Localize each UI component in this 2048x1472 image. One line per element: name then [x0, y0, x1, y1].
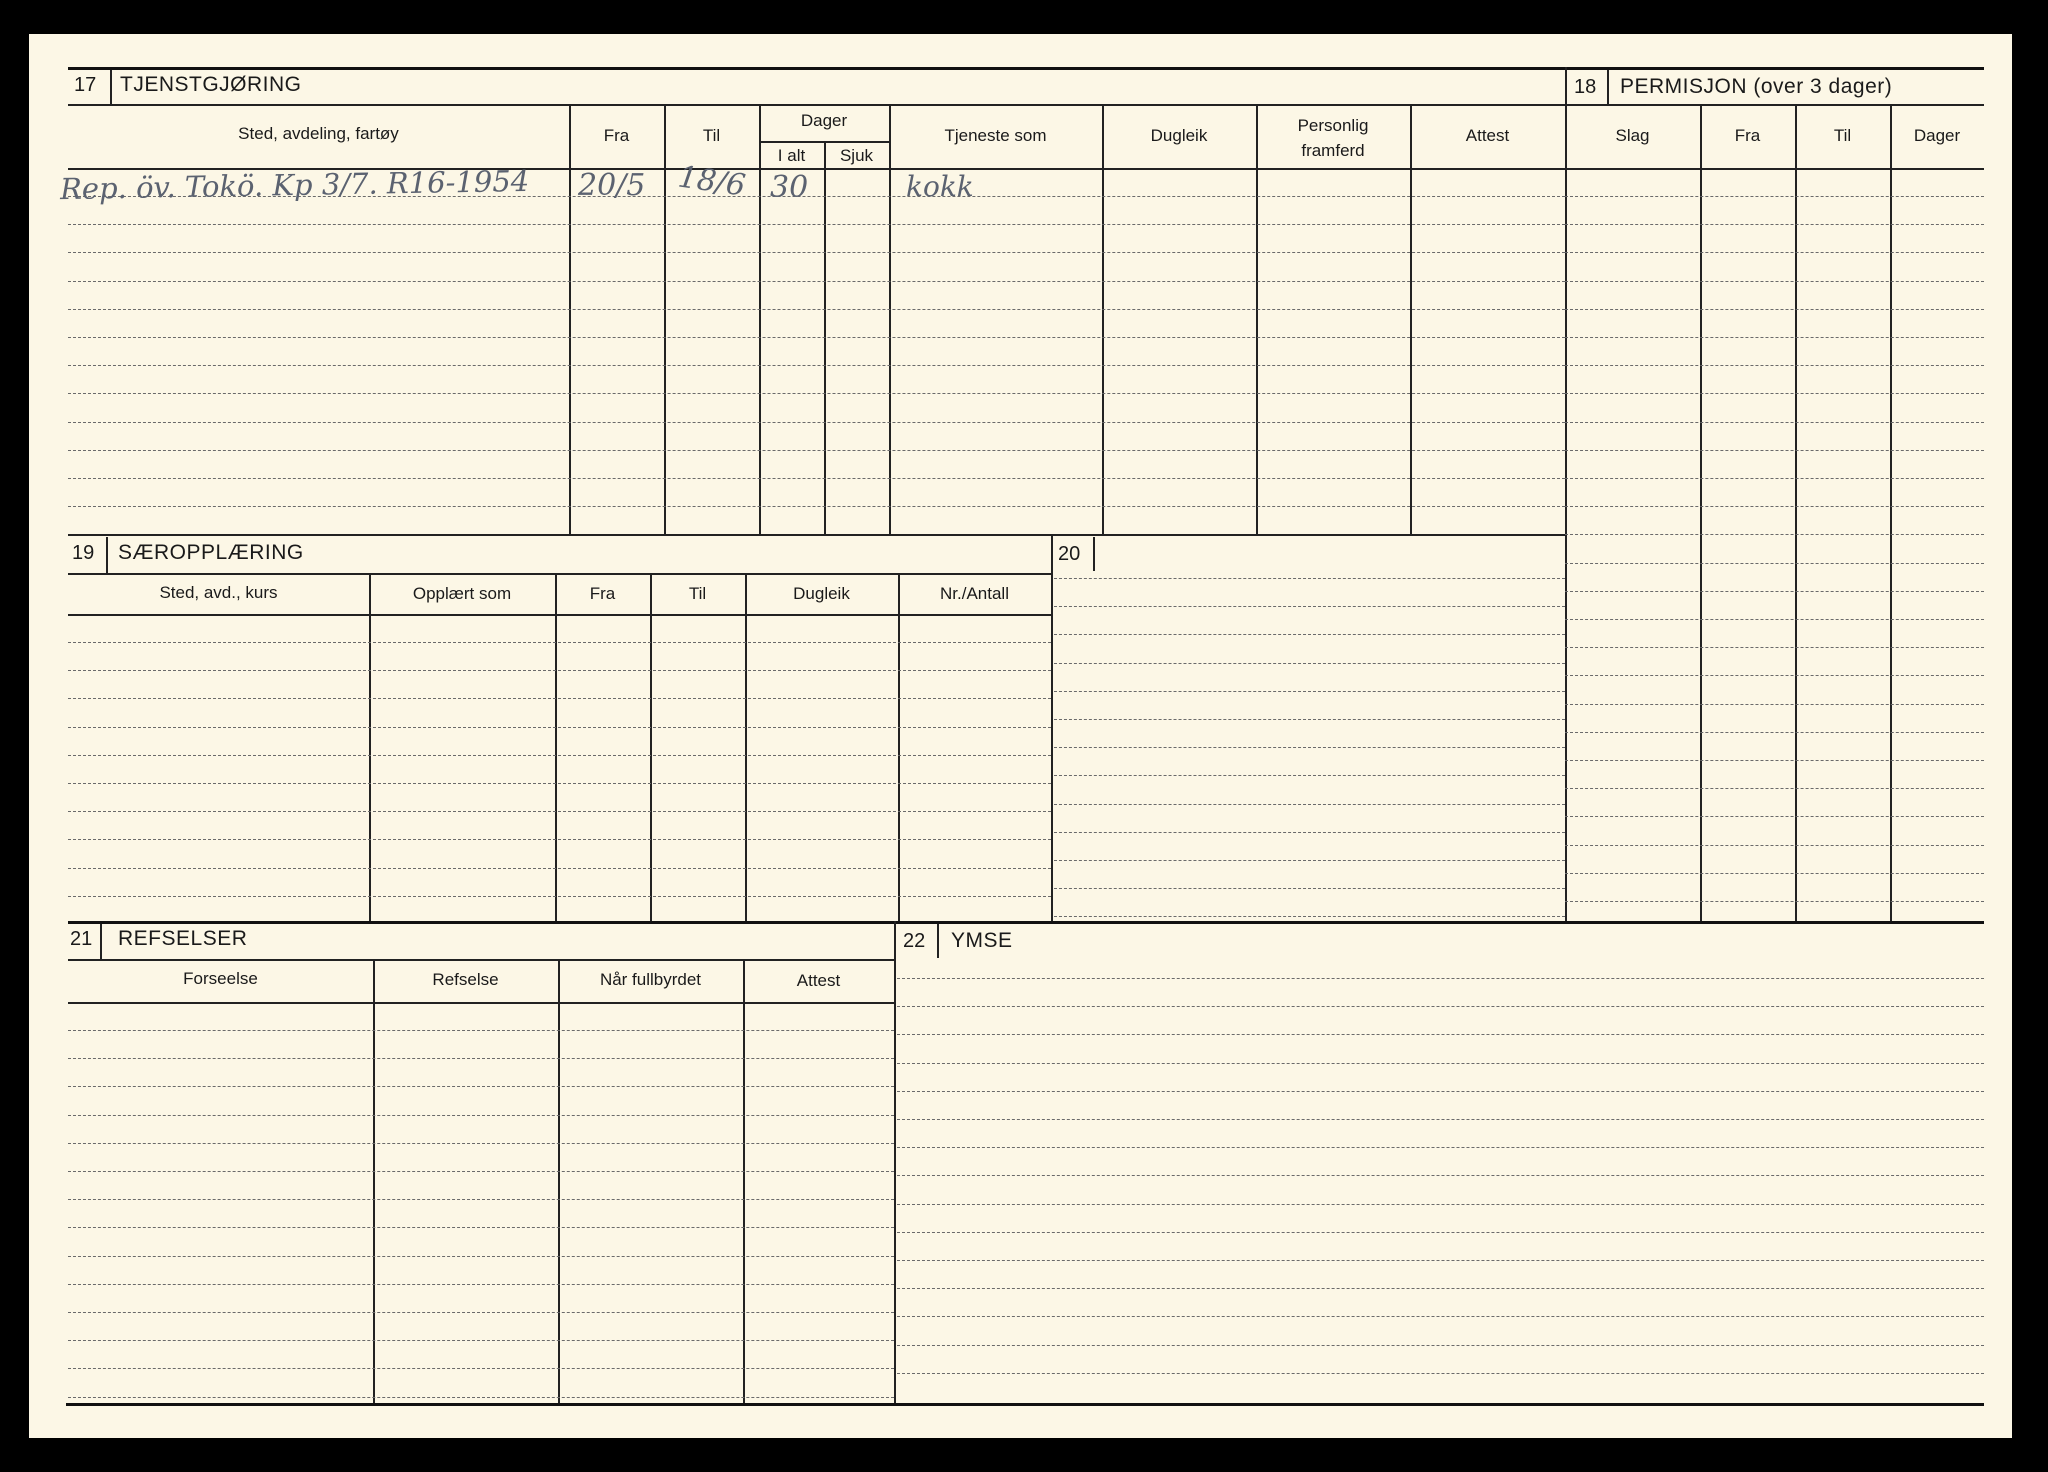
col-dugleik: Dugleik: [793, 584, 850, 603]
ruling-line: [1054, 804, 1565, 805]
ruling-line: [68, 450, 1565, 451]
ruling-line: [68, 642, 1051, 643]
ruling-line: [68, 1199, 894, 1200]
ruling-line: [1054, 860, 1565, 861]
section-number: 19: [72, 542, 95, 564]
ruling-line: [68, 783, 1051, 784]
col-attest: Attest: [796, 971, 841, 990]
col-til: Til: [688, 584, 707, 603]
ruling-line: [68, 1030, 894, 1031]
col-nr-antall: Nr./Antall: [940, 584, 1009, 603]
col-dager: Dager: [1913, 126, 1961, 145]
ruling-line: [1565, 393, 1984, 394]
ruling-line: [1054, 691, 1565, 692]
ruling-line: [1565, 281, 1984, 282]
ruling-line: [68, 698, 1051, 699]
col-dager: Dager: [800, 111, 848, 130]
ruling-line: [1565, 901, 1984, 902]
ruling-line: [1565, 788, 1984, 789]
ruling-line: [897, 1260, 1984, 1261]
ruling-line: [68, 337, 1565, 338]
ruling-line: [1054, 747, 1565, 748]
ruling-line: [68, 1256, 894, 1257]
ruling-line: [897, 1147, 1984, 1148]
col-attest: Attest: [1465, 126, 1510, 145]
ruling-line: [897, 1006, 1984, 1007]
ruling-line: [68, 1227, 894, 1228]
section-title: YMSE: [951, 929, 1013, 952]
ruling-line: [68, 365, 1565, 366]
ruling-line: [897, 1373, 1984, 1374]
handwritten-sted: Rep. öv. Tokö. Kp 3/7. R16-1954: [59, 163, 530, 207]
ruling-line: [1565, 816, 1984, 817]
ruling-line: [1054, 775, 1565, 776]
ruling-line: [1565, 196, 1984, 197]
col-refselse: Refselse: [432, 970, 499, 989]
ruling-line: [1565, 252, 1984, 253]
col-sjuk: Sjuk: [839, 146, 874, 165]
section-title: TJENSTGJØRING: [120, 73, 302, 96]
col-opplaert: Opplært som: [412, 584, 512, 603]
ruling-line: [897, 1288, 1984, 1289]
col-til: Til: [1833, 126, 1852, 145]
ruling-line: [1054, 578, 1565, 579]
col-til: Til: [702, 126, 721, 145]
ruling-line: [1565, 591, 1984, 592]
section-number: 20: [1058, 543, 1081, 565]
ruling-line: [1565, 478, 1984, 479]
col-framferd: framferd: [1301, 141, 1365, 160]
ruling-line: [1565, 563, 1984, 564]
col-personlig: Personlig: [1297, 116, 1369, 135]
ruling-line: [1054, 888, 1565, 889]
ruling-line: [68, 868, 1051, 869]
col-fra: Fra: [1734, 126, 1761, 145]
ruling-line: [897, 1034, 1984, 1035]
ruling-line: [1565, 760, 1984, 761]
ruling-line: [68, 1368, 894, 1369]
col-sted: Sted, avdeling, fartøy: [238, 124, 399, 143]
ruling-line: [1054, 606, 1565, 607]
section-number: 22: [903, 930, 926, 952]
ruling-line: [68, 1171, 894, 1172]
ruling-line: [1054, 663, 1565, 664]
ruling-line: [68, 811, 1051, 812]
ruling-line: [68, 281, 1565, 282]
ruling-line: [68, 393, 1565, 394]
ruling-line: [897, 1175, 1984, 1176]
ruling-line: [68, 670, 1051, 671]
ruling-line: [1054, 832, 1565, 833]
ruling-line: [68, 839, 1051, 840]
ruling-line: [1565, 422, 1984, 423]
ruling-line: [1054, 719, 1565, 720]
col-naar-fullbyrdet: Når fullbyrdet: [599, 970, 702, 989]
col-sted: Sted, avd., kurs: [159, 583, 278, 602]
handwritten-fra: 20/5: [578, 168, 646, 203]
col-dugleik: Dugleik: [1150, 126, 1208, 145]
ruling-line: [68, 506, 1565, 507]
ruling-line: [897, 1316, 1984, 1317]
ruling-line: [1565, 534, 1984, 535]
ruling-line: [1565, 337, 1984, 338]
section-number: 17: [74, 74, 97, 96]
ruling-line: [68, 1086, 894, 1087]
ruling-line: [1565, 845, 1984, 846]
ruling-line: [68, 1115, 894, 1116]
section-title: SÆROPPLÆRING: [118, 541, 304, 564]
ruling-line: [897, 1119, 1984, 1120]
col-fra: Fra: [603, 126, 630, 145]
ruling-line: [68, 1284, 894, 1285]
ruling-line: [1565, 365, 1984, 366]
handwritten-til: 18/6: [675, 159, 748, 204]
ruling-line: [1565, 450, 1984, 451]
ruling-line: [68, 309, 1565, 310]
ruling-line: [68, 755, 1051, 756]
ruling-line: [68, 1397, 894, 1398]
ruling-line: [897, 1204, 1984, 1205]
ruling-line: [897, 1232, 1984, 1233]
ruling-line: [1565, 647, 1984, 648]
section-title: REFSELSER: [118, 927, 248, 950]
ruling-line: [1054, 634, 1565, 635]
section-number: 21: [70, 928, 93, 950]
ruling-line: [1565, 309, 1984, 310]
ruling-line: [1565, 506, 1984, 507]
ruling-line: [1054, 916, 1565, 917]
ruling-line: [68, 1340, 894, 1341]
ruling-line: [68, 224, 1565, 225]
ruling-line: [1565, 873, 1984, 874]
ruling-line: [68, 1143, 894, 1144]
col-fra: Fra: [589, 584, 616, 603]
ruling-line: [1565, 224, 1984, 225]
col-tjeneste: Tjeneste som: [944, 126, 1047, 145]
ruling-line: [1565, 732, 1984, 733]
handwritten-tjeneste: kokk: [906, 170, 974, 203]
ruling-line: [68, 422, 1565, 423]
ruling-line: [68, 478, 1565, 479]
section-number: 18: [1574, 76, 1597, 98]
ruling-line: [897, 1091, 1984, 1092]
ruling-line: [1565, 704, 1984, 705]
handwritten-i-alt: 30: [770, 170, 809, 205]
ruling-line: [1565, 619, 1984, 620]
col-forseelse: Forseelse: [183, 969, 258, 988]
col-i-alt: I alt: [777, 146, 806, 165]
col-slag: Slag: [1615, 126, 1650, 145]
ruling-line: [897, 1345, 1984, 1346]
ruling-line: [68, 896, 1051, 897]
ruling-line: [897, 978, 1984, 979]
ruling-line: [68, 1312, 894, 1313]
ruling-line: [1565, 675, 1984, 676]
ruling-line: [68, 252, 1565, 253]
ruling-line: [897, 1063, 1984, 1064]
ruling-line: [68, 1058, 894, 1059]
ruling-line: [68, 727, 1051, 728]
section-title: PERMISJON (over 3 dager): [1620, 75, 1893, 98]
